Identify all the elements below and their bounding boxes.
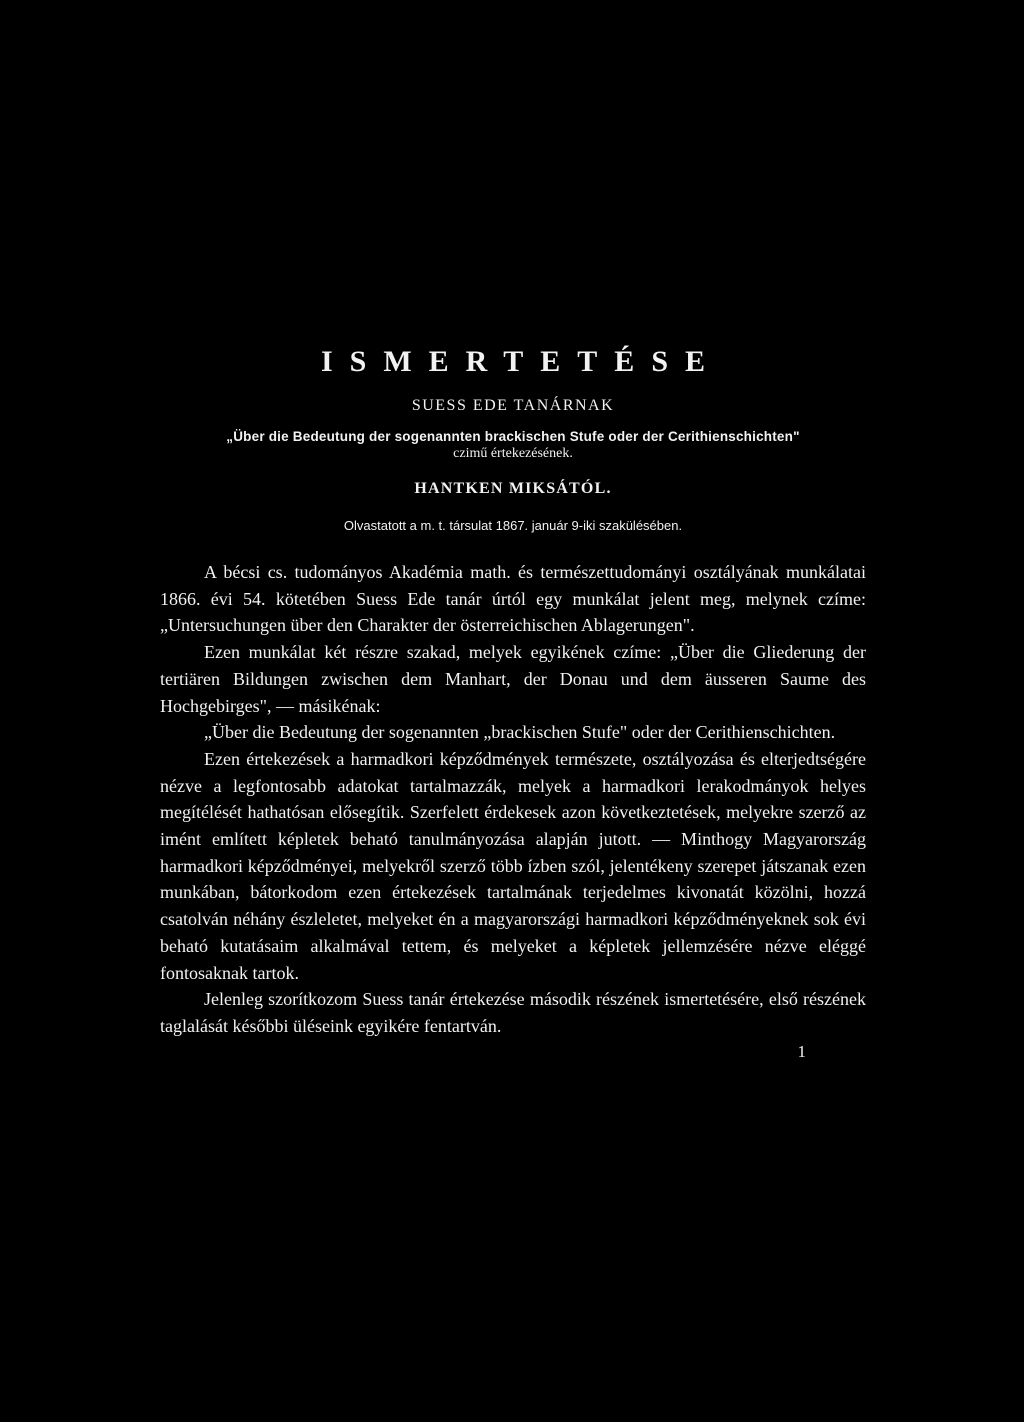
paragraph-2: Ezen munkálat két részre szakad, melyek egyikének czíme: „Über die Gliederung der tertiären Bildungen zwischen dem Manhart, der Donau und dem äusseren Saume des Hochgebirges", — másikénak: xyxy=(160,642,866,716)
page-number: 1 xyxy=(797,1041,806,1061)
paragraph-5: Jelenleg szorítkozom Suess tanár értekezése második részének ismertetésére, első részének taglalását későbbi üléseink egyikére fentartván. xyxy=(160,989,866,1036)
paragraph-3: „Über die Bedeutung der sogenannten „brackischen Stufe" oder der Cerithienschichten. xyxy=(204,722,836,743)
author-line: HANTKEN MIKSÁTÓL. xyxy=(414,480,612,497)
document-page xyxy=(160,345,866,1079)
body-text xyxy=(160,559,866,1040)
paragraph-1: A bécsi cs. tudományos Akadémia math. és természettudományi osztályának munkálatai 1866. évi 54. kötetében Suess Ede tanár úrtól egy munkálat jelent meg, melynek czíme: „Untersuchungen über den Charakter der österreichischen Ablagerungen". xyxy=(160,562,866,636)
topic-line-2: czimű értekezésének. xyxy=(453,446,573,461)
paragraph-4: Ezen értekezések a harmadkori képződmények természete, osztályozása és elterjedtségére nézve a legfontosabb adatokat tartalmazzák, melyek a harmadkori lerakodmányok helyes megítélését hathatósan elősegítik. Szerfelett érdekesek azon következtetések, melyekre szerző az imént említett képletek beható tanulmányozása alapján jutott. — Minthogy Magyarország harmadkori képződményei, melyekről szerző több ízben szól, jelentékeny szerepet játszanak ezen munkában, bátorkodom ezen értekezések tartalmának terjedelmes kivonatát közölni, hozzá csatolván néhány észleletet, melyeket én a magyarországi harmadkori képződményeknek sok évi beható kutatásaim alkalmával tettem, és melyeket a képletek jellemzésére nézve eléggé fontosaknak tartok. xyxy=(160,748,866,983)
read-note: Olvastatott a m. t. társulat 1867. január 9-iki szakülésében. xyxy=(343,518,683,533)
document-title: ISMERTETÉSE xyxy=(320,345,723,378)
topic-line-1: „Über die Bedeutung der sogenannten brackischen Stufe oder der Cerithienschichten" xyxy=(226,429,800,444)
document-subtitle: SUESS EDE TANÁRNAK xyxy=(411,397,615,414)
